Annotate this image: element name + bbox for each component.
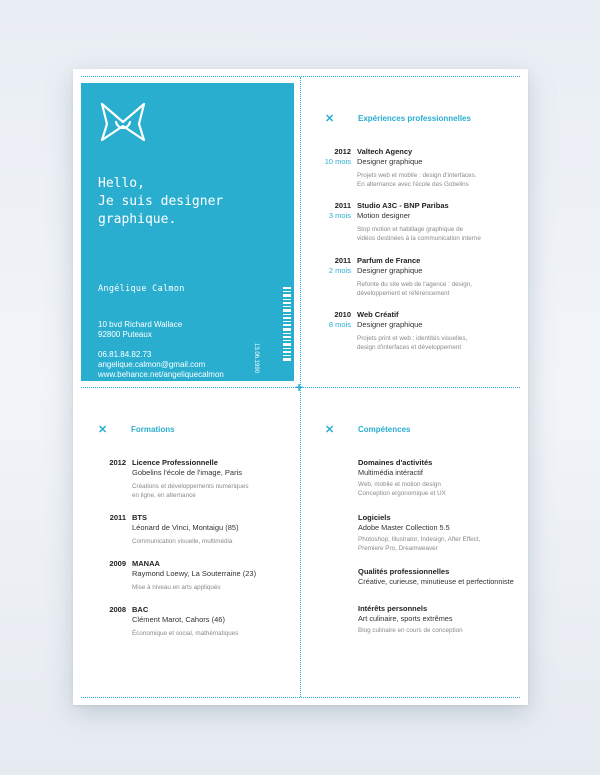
- person-name: Angélique Calmon: [98, 284, 185, 294]
- skill-subtitle: Multimédia intéractif: [358, 468, 423, 477]
- cross-icon: ✕: [98, 424, 108, 436]
- address-line: 92800 Puteaux: [98, 330, 152, 339]
- cross-icon: ✕: [325, 113, 335, 125]
- description-line: design d'interfaces et développement: [357, 343, 462, 351]
- description-line: Économique et social, mathématiques: [132, 630, 239, 637]
- school: Raymond Loewy, La Souterraine (23): [132, 569, 257, 578]
- degree: Licence Professionnelle: [132, 458, 218, 467]
- bow-logo-icon: [98, 100, 148, 144]
- description-line: Photoshop, Illustrator, Indesign, After Effect,: [358, 536, 481, 543]
- address: [98, 320, 182, 340]
- description-line: en ligne, en alternance: [132, 491, 196, 499]
- description-line: Mise à niveau en arts appliqués: [132, 584, 221, 591]
- year: 2011: [334, 256, 351, 265]
- profile-card: [81, 83, 294, 381]
- company: Parfum de France: [357, 256, 421, 265]
- skill-subtitle: Art culinaire, sports extrêmes: [358, 614, 453, 623]
- experiences-title: Expériences professionnelles: [358, 114, 471, 123]
- duration: 10 mois: [324, 157, 351, 166]
- skill-subtitle: Adobe Master Collection 5.5: [358, 523, 450, 532]
- description-line: Projets print et web : identités visuelles,: [357, 335, 468, 342]
- year: 2010: [334, 310, 351, 319]
- company: Web Créatif: [357, 310, 399, 319]
- description-line: Stop motion et habillage graphique de: [357, 226, 464, 233]
- year: 2012: [334, 147, 351, 156]
- duration: 3 mois: [328, 211, 351, 220]
- address-line: 10 bvd Richard Wallace: [98, 320, 183, 329]
- skill-title: Qualités professionnelles: [358, 567, 450, 576]
- year: 2012: [109, 458, 126, 467]
- year: 2008: [109, 605, 126, 614]
- competences-title: Compétences: [358, 425, 411, 434]
- description-line: En alternance avec l'école des Gobelins: [357, 180, 469, 188]
- skill-title: Logiciels: [358, 513, 391, 522]
- cross-icon: ✕: [325, 424, 335, 436]
- description-line: Communication visuelle, multimédia: [132, 538, 233, 545]
- degree: BTS: [132, 513, 147, 522]
- birth-date-vertical: 13.06.1990: [253, 343, 259, 374]
- skill-item: [358, 604, 528, 635]
- portfolio-link[interactable]: www.behance.net/angeliquecalmon: [98, 370, 224, 379]
- description-line: Premiere Pro, Dreamweaver: [358, 545, 438, 552]
- skill-item: [358, 513, 528, 553]
- description-line: Web, mobile et motion design: [358, 481, 441, 488]
- contact-info: [98, 350, 224, 380]
- role: Designer graphique: [357, 266, 423, 275]
- barcode-graphic: [283, 287, 291, 363]
- school: Gobelins l'école de l'image, Paris: [132, 468, 243, 477]
- role: Designer graphique: [357, 320, 423, 329]
- formations-title: Formations: [131, 425, 175, 434]
- description-line: Conception ergonomique et UX: [358, 490, 446, 497]
- school: Léonard de Vinci, Montaigu (85): [132, 523, 239, 532]
- skill-item: [358, 567, 528, 587]
- degree: MANAA: [132, 559, 160, 568]
- greeting-line: Hello,: [98, 176, 145, 191]
- description-line: Créations et développements numériques: [132, 483, 249, 490]
- role: Designer graphique: [357, 157, 423, 166]
- school: Clément Marot, Cahors (46): [132, 615, 225, 624]
- skill-title: Domaines d'activités: [358, 458, 433, 467]
- greeting-line: graphique.: [98, 212, 177, 227]
- year: 2011: [109, 513, 126, 522]
- year: 2009: [109, 559, 126, 568]
- skill-item: [358, 458, 528, 498]
- greeting: [98, 175, 278, 229]
- description-line: développement et référencement: [357, 289, 450, 297]
- role: Motion designer: [357, 211, 411, 220]
- year: 2011: [334, 201, 351, 210]
- greeting-line: Je suis designer: [98, 194, 224, 209]
- description-line: Blog culinaire en cours de conception: [358, 627, 463, 634]
- bottom-dotted-rule: [81, 697, 520, 698]
- duration: 8 mois: [328, 320, 351, 329]
- phone: 06.81.84.82.73: [98, 350, 152, 359]
- company: Studio A3C - BNP Paribas: [357, 201, 449, 210]
- company: Valtech Agency: [357, 147, 413, 156]
- degree: BAC: [132, 605, 149, 614]
- center-plus-icon: +: [295, 379, 304, 395]
- description-line: vidéos destinées à la communication interne: [357, 234, 481, 242]
- email-link[interactable]: angelique.calmon@gmail.com: [98, 360, 206, 369]
- description-line: Refonte du site web de l'agence : design,: [357, 281, 472, 288]
- skill-title: Intérêts personnels: [358, 604, 428, 613]
- duration: 2 mois: [328, 266, 351, 275]
- resume-sheet: [73, 69, 528, 705]
- description-line: Projets web et mobile : design d'interfaces.: [357, 172, 477, 179]
- skill-subtitle: Créative, curieuse, minutieuse et perfectionniste: [358, 577, 514, 586]
